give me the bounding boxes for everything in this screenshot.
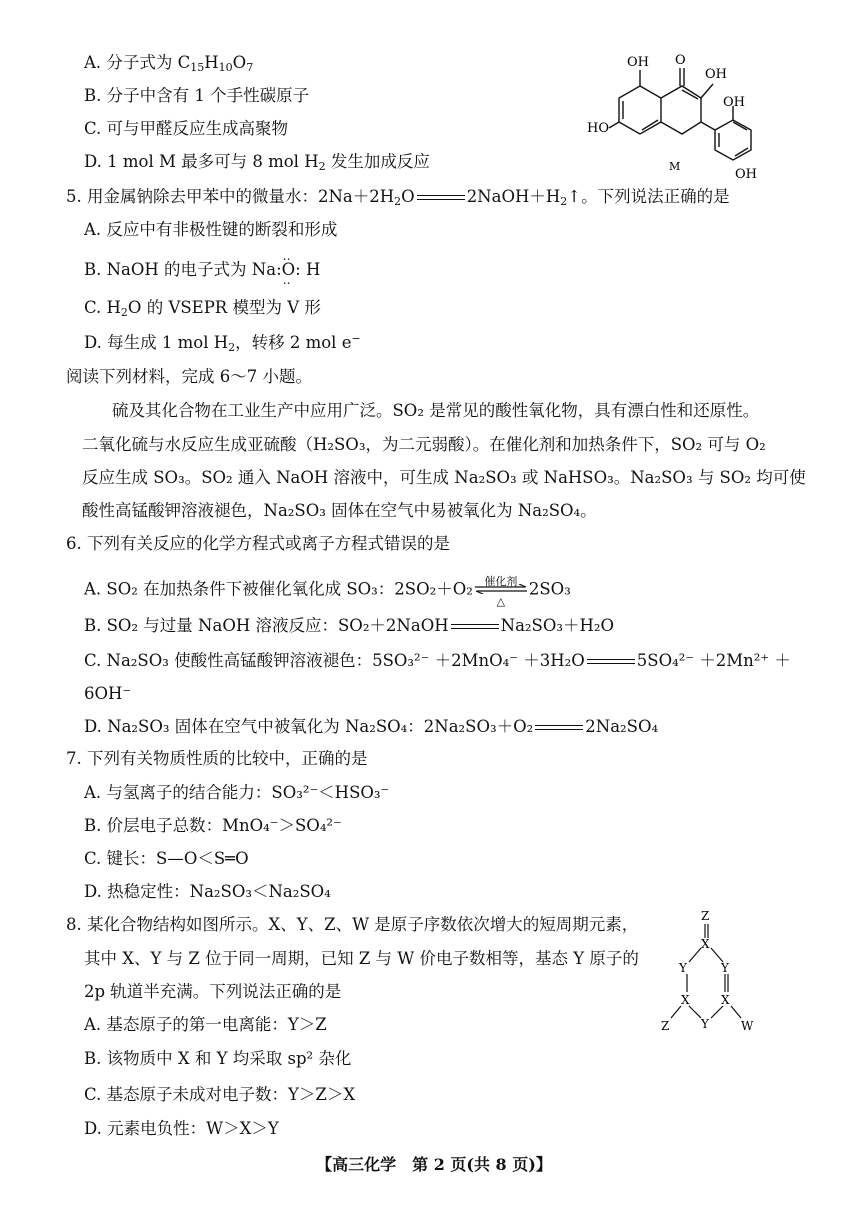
equals-sign: [449, 620, 501, 634]
q6-option-c-cont: 6OH⁻: [84, 684, 132, 703]
q7-option-c: C. 键长：S—O＜S═O: [84, 849, 249, 868]
q7-option-d: D. 热稳定性：Na₂SO₃＜Na₂SO₄: [84, 882, 331, 901]
equals-sign: [533, 721, 585, 735]
q8-option-d: D. 元素电负性：W＞X＞Y: [84, 1119, 279, 1138]
q6-option-a: A. SO₂ 在加热条件下被催化氧化成 SO₃：2SO₂＋O₂ 催化剂 △ 2SO₃: [84, 575, 571, 608]
q8-option-a: A. 基态原子的第一电离能：Y＞Z: [84, 1015, 327, 1034]
passage-line-4: 酸性高锰酸钾溶液褪色，Na₂SO₃ 固体在空气中易被氧化为 Na₂SO₄。: [82, 501, 597, 520]
q5-stem: 5. 用金属钠除去甲苯中的微量水：$2Na+2H_2O$ $2NaOH+H_2↑$。下列说法正确的是: [66, 187, 730, 208]
q5-option-d: D. 每生成 1 mol $H_2$，转移 2 mol e−: [84, 332, 361, 354]
q5-option-b: B. NaOH 的电子式为 Na:‥ O ‥: H: [84, 259, 320, 281]
q8-option-c: C. 基态原子未成对电子数：Y＞Z＞X: [84, 1085, 356, 1104]
q6-option-b: B. SO₂ 与过量 NaOH 溶液反应：SO₂＋2NaOH Na₂SO₃＋H₂O: [84, 616, 614, 635]
carbonyl-o-label: O: [675, 53, 686, 68]
q6-option-c: C. Na₂SO₃ 使酸性高锰酸钾溶液褪色：5SO₃²⁻ ＋2MnO₄⁻ ＋3H₂O 5SO₄²⁻ ＋2Mn²⁺ ＋: [84, 651, 791, 670]
equals-sign: [415, 191, 467, 205]
q4-option-c: C. 可与甲醛反应生成高聚物: [84, 119, 289, 138]
q4-option-a: A. 分子式为 $C_{15}H_{10}O_7$: [84, 53, 254, 74]
q7-stem: 7. 下列有关物质性质的比较中，正确的是: [66, 749, 368, 768]
q8-structure-diagram: [655, 908, 765, 1033]
atom-x-left: X: [681, 993, 690, 1007]
atom-y-left: Y: [679, 961, 687, 975]
atom-z-bottom: Z: [661, 1019, 670, 1033]
q7-option-a: A. 与氢离子的结合能力：SO₃²⁻＜HSO₃⁻: [84, 783, 390, 802]
q4-option-b: B. 分子中含有 1 个手性碳原子: [84, 86, 310, 105]
q8-stem-line-3: 2p 轨道半充满。下列说法正确的是: [84, 982, 342, 1001]
q6-option-d: D. Na₂SO₃ 固体在空气中被氧化为 Na₂SO₄：2Na₂SO₃＋O₂ 2Na₂SO₄: [84, 717, 659, 736]
q5-option-c: C. $H_2O$ 的 VSEPR 模型为 V 形: [84, 298, 321, 319]
q7-option-b: B. 价层电子总数：MnO₄⁻＞SO₄²⁻: [84, 816, 342, 835]
molecule-label: M: [669, 160, 681, 173]
oh-label-3: OH: [723, 95, 745, 110]
oh-label-1: OH: [627, 55, 649, 70]
q8-option-b: B. 该物质中 X 和 Y 均采取 sp² 杂化: [84, 1049, 352, 1068]
reading-intro: 阅读下列材料，完成 6～7 小题。: [66, 367, 312, 386]
atom-x-top: X: [701, 937, 710, 951]
atom-y-bottom: Y: [701, 1017, 709, 1031]
molecule-m-structure: [585, 48, 760, 183]
atom-w: W: [741, 1019, 754, 1033]
q8-stem-line-1: 8. 某化合物结构如图所示。X、Y、Z、W 是原子序数依次增大的短周期元素，: [66, 915, 639, 934]
equals-sign: [585, 655, 637, 669]
oh-label-2: OH: [705, 67, 727, 82]
q5-option-a: A. 反应中有非极性键的断裂和形成: [84, 220, 338, 239]
reversible-arrow: 催化剂 △: [473, 573, 529, 607]
q6-stem: 6. 下列有关反应的化学方程式或离子方程式错误的是: [66, 534, 450, 553]
oh-label-4: OH: [735, 167, 757, 182]
q8-stem-line-2: 其中 X、Y 与 Z 位于同一周期，已知 Z 与 W 价电子数相等，基态 Y 原子的: [84, 949, 639, 968]
atom-y-right: Y: [721, 961, 729, 975]
page-footer: 【高三化学 第 2 页(共 8 页)】: [316, 1155, 552, 1174]
ho-label: HO: [587, 121, 609, 136]
q4-option-d: D. 1 mol M 最多可与 8 mol $H_2$ 发生加成反应: [84, 152, 430, 173]
atom-z-top: Z: [701, 909, 710, 923]
passage-line-1: 硫及其化合物在工业生产中应用广泛。SO₂ 是常见的酸性氧化物，具有漂白性和还原性。: [112, 401, 760, 420]
passage-line-3: 反应生成 SO₃。SO₂ 通入 NaOH 溶液中，可生成 Na₂SO₃ 或 NaHSO₃。Na₂SO₃ 与 SO₂ 均可使: [82, 468, 806, 487]
passage-line-2: 二氧化硫与水反应生成亚硫酸（H₂SO₃，为二元弱酸）。在催化剂和加热条件下，SO₂ 可与 O₂: [82, 435, 766, 454]
atom-x-right: X: [721, 993, 730, 1007]
